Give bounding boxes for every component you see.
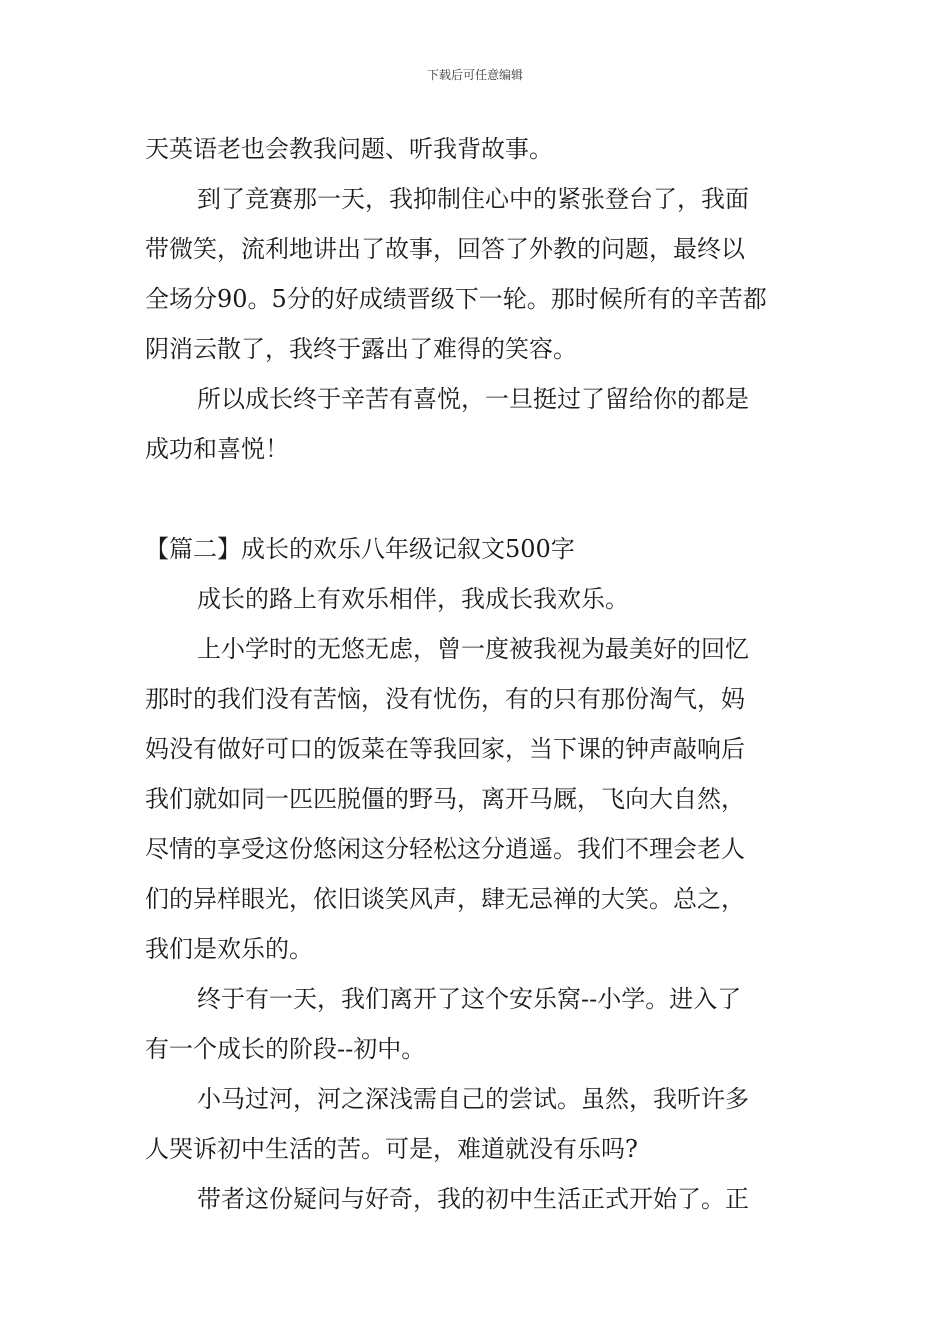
paragraph-gap — [145, 474, 807, 524]
text-line: 带者这份疑问与好奇，我的初中生活正式开始了。正 — [197, 1185, 749, 1213]
page-header: 下载后可任意编辑 — [426, 68, 523, 82]
text-line: 我们是欢乐的。 — [145, 935, 313, 963]
text-line: 终于有一天，我们离开了这个安乐窝--小学。进入了 — [197, 985, 742, 1013]
text-line: 带微笑，流利地讲出了故事，回答了外教的问题，最终以 — [145, 235, 745, 263]
text-line: 们的异样眼光，依旧谈笑风声，肆无忌禅的大笑。总之， — [145, 885, 745, 913]
text-line: 成功和喜悦！ — [145, 435, 289, 463]
text-line: 全场分90。5分的好成绩晋级下一轮。那时候所有的辛苦都 — [145, 285, 767, 313]
text-line: 成长的路上有欢乐相伴，我成长我欢乐。 — [197, 585, 629, 613]
text-line: 人哭诉初中生活的苦。可是，难道就没有乐吗? — [145, 1135, 638, 1163]
text-line: 所以成长终于辛苦有喜悦，一旦挺过了留给你的都是 — [197, 385, 749, 413]
text-line: 我们就如同一匹匹脱僵的野马，离开马厩，飞向大自然， — [145, 785, 745, 813]
text-line: 有一个成长的阶段--初中。 — [145, 1035, 426, 1063]
text-line: 小马过河，河之深浅需自己的尝试。虽然，我听许多 — [197, 1085, 749, 1113]
text-line: 尽情的享受这份悠闲这分轻松这分逍遥。我们不理会老人 — [145, 835, 745, 863]
text-line: 到了竞赛那一天，我抑制住心中的紧张登台了，我面 — [197, 185, 749, 213]
text-line: 那时的我们没有苦恼，没有忧伤，有的只有那份淘气，妈 — [145, 685, 745, 713]
text-line: 妈没有做好可口的饭菜在等我回家，当下课的钟声敲响后 — [145, 735, 745, 763]
section-heading: 【篇二】成长的欢乐八年级记叙文500字 — [145, 535, 575, 563]
text-line: 上小学时的无悠无虑，曾一度被我视为最美好的回忆 — [197, 635, 749, 663]
text-line: 阴消云散了，我终于露出了难得的笑容。 — [145, 335, 577, 363]
document-body — [145, 124, 807, 1224]
text-line: 天英语老也会教我问题、听我背故事。 — [145, 135, 553, 163]
